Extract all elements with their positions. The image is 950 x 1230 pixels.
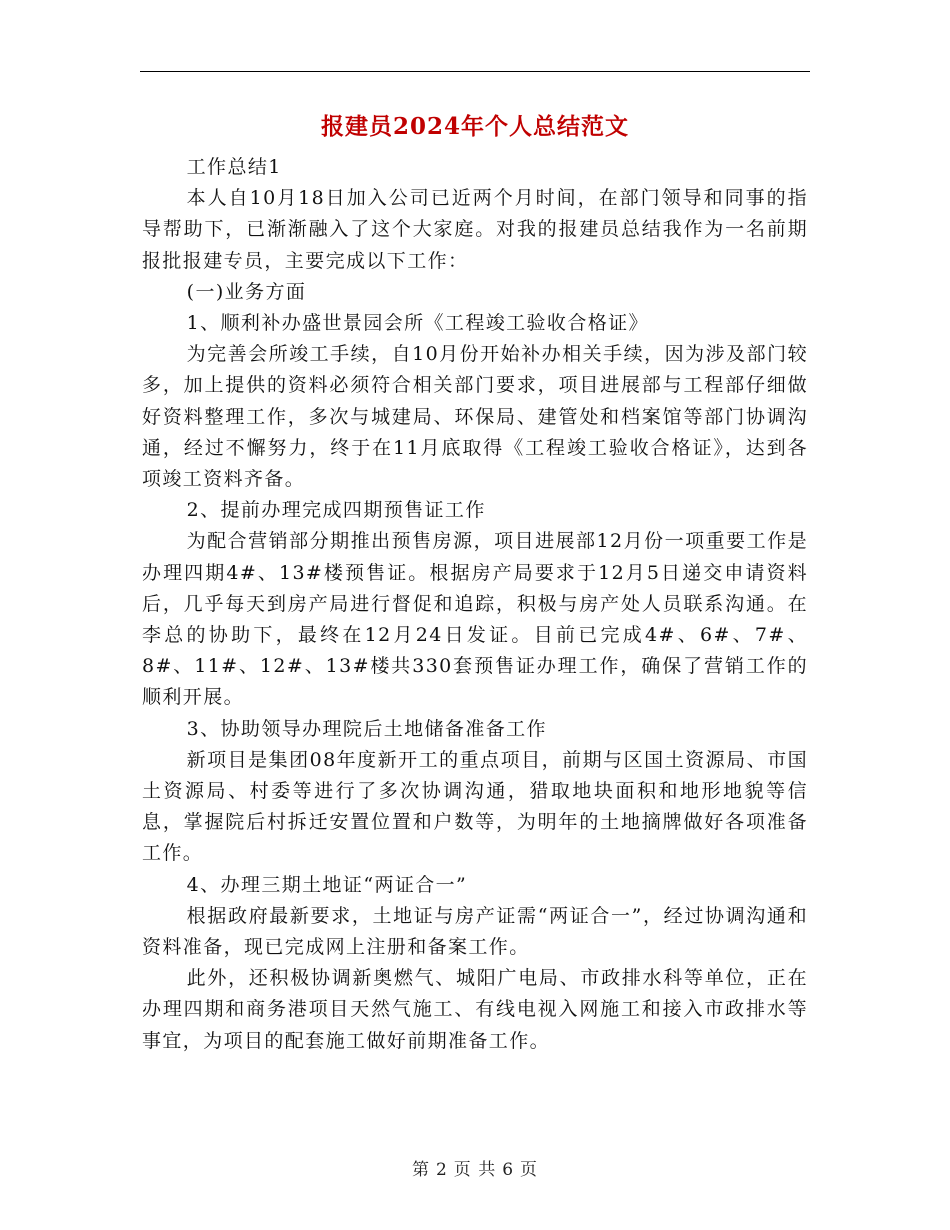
paragraph-work-summary-heading: 工作总结1	[186, 156, 282, 178]
document-title: 报建员2024年个人总结范文	[320, 113, 629, 140]
document-body	[142, 152, 808, 1057]
paragraph-business-heading: (一)业务方面	[186, 280, 307, 303]
footer-page-middle: 页 共	[453, 1160, 497, 1180]
paragraph-item-2-heading: 2、提前办理完成四期预售证工作	[186, 499, 486, 522]
footer-page-suffix: 页	[520, 1160, 539, 1180]
paragraph-item-3-heading: 3、协助领导办理院后土地储备准备工作	[186, 717, 547, 740]
footer-page-number: 2	[435, 1160, 448, 1180]
paragraph-item-1-heading: 1、顺利补办盛世景园会所《工程竣工验收合格证》	[186, 312, 649, 335]
paragraph-intro: 本人自10月18日加入公司已近两个月时间，在部门领导和同事的指导帮助下，已渐渐融入了这个大家庭。对我的报建员总结我作为一名前期报批报建专员，主要完成以下工作：	[142, 187, 808, 272]
paragraph-item-4-body: 根据政府最新要求，土地证与房产证需“两证合一”，经过协调沟通和资料准备，现已完成网上注册和备案工作。	[142, 904, 808, 959]
footer-page-prefix: 第	[411, 1160, 430, 1180]
header-rule	[140, 71, 810, 72]
footer-total-pages: 6	[502, 1160, 515, 1180]
paragraph-item-4-heading: 4、办理三期土地证“两证合一”	[186, 873, 468, 896]
paragraph-item-3-body: 新项目是集团08年度新开工的重点项目，前期与区国土资源局、市国土资源局、村委等进行了多次协调沟通，猎取地块面积和地形地貌等信息，掌握院后村拆迁安置位置和户数等，为明年的土地摘牌做好各项准备工作。	[142, 748, 808, 865]
paragraph-item-2-body: 为配合营销部分期推出预售房源，项目进展部12月份一项重要工作是办理四期4#、13#楼预售证。根据房产局要求于12月5日递交申请资料后，几乎每天到房产局进行督促和追踪，积极与房产处人员联系沟通。在李总的协助下，最终在12月24日发证。目前已完成4#、6#、7#、8#、11#、12#、13#楼共330套预售证办理工作，确保了营销工作的顺利开展。	[142, 530, 808, 709]
paragraph-item-1-body: 为完善会所竣工手续，自10月份开始补办相关手续，因为涉及部门较多，加上提供的资料必须符合相关部门要求，项目进展部与工程部仔细做好资料整理工作，多次与城建局、环保局、建管处和档案馆等部门协调沟通，经过不懈努力，终于在11月底取得《工程竣工验收合格证》，达到各项竣工资料齐备。	[142, 343, 808, 491]
paragraph-additional: 此外，还积极协调新奥燃气、城阳广电局、市政排水科等单位，正在办理四期和商务港项目天然气施工、有线电视入网施工和接入市政排水等事宜，为项目的配套施工做好前期准备工作。	[142, 967, 808, 1052]
page-footer	[140, 1155, 810, 1180]
